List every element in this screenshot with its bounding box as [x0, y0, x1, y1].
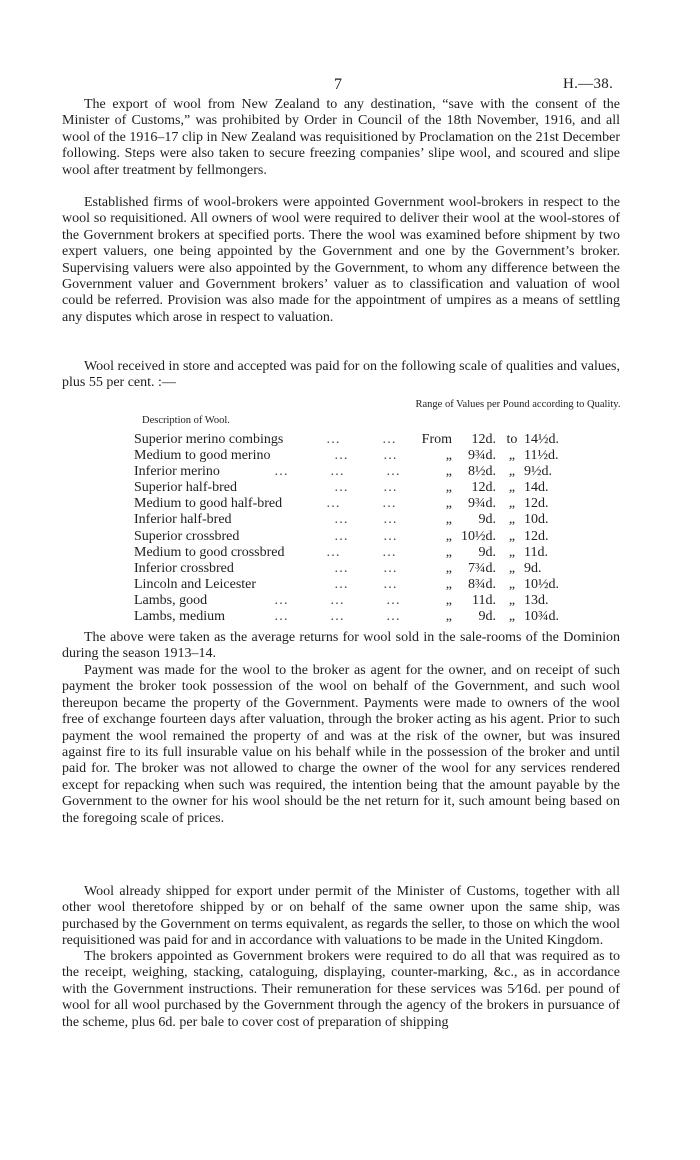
table-row [134, 609, 634, 625]
row-description: Medium to good half-bred [134, 496, 283, 512]
paragraph-wool-brokers: Established firms of wool-brokers were appointed Government wool-brokers in respect to the wool so requisitioned. All owners of wool were required to deliver their wool at the wool-stores of the Government brokers at specified ports. There the wool was examined before shipment by two expert valuers, one being appointed by the Government and one by the Government’s broker. Supervising valuers were also appointed by the Government, to whom any difference between the Government valuer and Government brokers’ valuer as to classification and valuation of wool could be referred. Provision was also made for the appointment of umpires as a means of settling any disputes which arose in respect to valuation. [62, 195, 620, 325]
row-description: Lambs, good [134, 592, 208, 608]
row-high-value: 11d. [524, 544, 548, 560]
row-low-value: 9d. [478, 609, 496, 625]
table-row [134, 496, 634, 512]
table-rows [134, 432, 634, 625]
row-low-value: 7¾d. [468, 560, 496, 576]
row-prefix: „ [445, 544, 452, 560]
table-row [134, 545, 634, 561]
document-reference: H.—38. [563, 76, 614, 92]
row-prefix: „ [445, 560, 452, 576]
row-separator: „ [508, 592, 516, 608]
dot-leaders: … … [326, 432, 396, 447]
row-low-value: 11d. [472, 592, 496, 608]
table-row [134, 561, 634, 577]
row-prefix: „ [445, 464, 452, 480]
table-header-range: Range of Values per Pound according to Quality. [415, 399, 621, 410]
dot-leaders: … … [326, 544, 396, 560]
row-high-value: 10½d. [524, 576, 559, 592]
row-description: Superior crossbred [134, 528, 240, 544]
dot-leaders: … … [334, 448, 397, 464]
table-row [134, 464, 634, 480]
table-row [134, 448, 634, 464]
dot-leaders: … … [334, 512, 397, 528]
row-prefix: From [421, 432, 452, 447]
row-high-value: 14½d. [524, 432, 559, 447]
row-high-value: 12d. [524, 496, 549, 512]
paragraph-broker-remuneration: The brokers appointed as Government brokers were required to do all that was required as to the receipt, weighing, stacking, cataloguing, displaying, counter-marking, &c., as in accordance with the Government instructions. Their remuneration for these services was 5⁄16d. per pound of wool for all wool purchased by the Government through the agency of the brokers in pursuance of the scheme, plus 6d. per bale to cover cost of preparation of shipping [62, 949, 620, 1030]
dot-leaders: … … … [274, 609, 400, 625]
row-description: Lambs, medium [134, 609, 225, 625]
row-description: Medium to good merino [134, 448, 271, 464]
row-low-value: 12d. [471, 432, 496, 447]
row-separator: „ [508, 609, 516, 625]
row-high-value: 14d. [524, 480, 549, 496]
row-separator: „ [508, 528, 516, 544]
row-high-value: 13d. [524, 592, 549, 608]
row-low-value: 12d. [471, 480, 496, 496]
row-separator: „ [508, 448, 516, 464]
row-high-value: 12d. [524, 528, 549, 544]
row-prefix: „ [445, 592, 452, 608]
paragraph-export-prohibition: The export of wool from New Zealand to any destination, “save with the consent of the Minister of Customs,” was prohibited by Order in Council of the 18th November, 1916, and all wool of the 1916–17 clip in New Zealand was requisitioned by Proclamation on the 21st December following. Steps were also taken to secure freezing companies’ slipe wool, and scoured and slipe wool after treatment by fellmongers. [62, 97, 620, 178]
row-separator: to [506, 432, 518, 447]
row-prefix: „ [445, 496, 452, 512]
row-description: Superior merino combings [134, 432, 284, 447]
row-prefix: „ [445, 576, 452, 592]
table-header-description: Description of Wool. [142, 415, 230, 426]
dot-leaders: … … … [274, 464, 400, 480]
table-row [134, 529, 634, 545]
row-separator: „ [508, 464, 516, 480]
row-separator: „ [508, 512, 516, 528]
paragraph-payment: Payment was made for the wool to the broker as agent for the owner, and on receipt of such payment the broker took possession of the wool on behalf of the Government, and such wool thereupon became the property of the Government. Payments were made to owners of the wool free of exchange fourteen days after valuation, through the broker acting as his agent. Prior to such payment the wool remained the property of and was at the risk of the owner, but was insured against fire to its full insurable value on his behalf while in the possession of the broker and until paid for. The broker was not allowed to charge the owner of the wool for any services rendered except for repacking when such was required, the intention being that the amount payable by the Government to the owner for his wool should be the net return for it, such amount being based on the foregoing scale of prices. [62, 663, 620, 826]
row-prefix: „ [445, 512, 452, 528]
row-separator: „ [508, 496, 516, 512]
row-separator: „ [508, 544, 516, 560]
row-separator: „ [508, 480, 516, 496]
table-row [134, 480, 634, 496]
paragraph-average-returns: The above were taken as the average returns for wool sold in the sale-rooms of the Dominion during the season 1913–14. [62, 630, 620, 662]
row-low-value: 8½d. [468, 464, 496, 480]
row-prefix: „ [445, 609, 452, 625]
row-description: Lincoln and Leicester [134, 576, 257, 592]
table-row [134, 577, 634, 593]
dot-leaders: … … [334, 576, 397, 592]
row-description: Medium to good crossbred [134, 544, 285, 560]
row-low-value: 9¾d. [468, 496, 496, 512]
dot-leaders: … … … [274, 592, 400, 608]
row-description: Inferior merino [134, 464, 220, 480]
row-description: Superior half-bred [134, 480, 238, 496]
row-separator: „ [508, 560, 516, 576]
row-prefix: „ [445, 528, 452, 544]
row-description: Inferior crossbred [134, 560, 234, 576]
table-row [134, 512, 634, 528]
row-low-value: 8¾d. [468, 576, 496, 592]
row-high-value: 10d. [524, 512, 549, 528]
row-low-value: 9¾d. [468, 448, 496, 464]
row-description: Inferior half-bred [134, 512, 232, 528]
row-low-value: 9d. [478, 512, 496, 528]
row-high-value: 10¾d. [524, 609, 559, 625]
row-low-value: 10½d. [461, 528, 496, 544]
row-low-value: 9d. [478, 544, 496, 560]
table-row [134, 432, 634, 448]
row-high-value: 9½d. [524, 464, 552, 480]
table-row [134, 593, 634, 609]
paragraph-shipped-wool: Wool already shipped for export under permit of the Minister of Customs, together with all other wool theretofore shipped by or on behalf of the same owner upon the same ship, was purchased by the Government on terms equivalent, as regards the seller, to those on which the wool requisitioned was paid for and in accordance with valuations to be made in the United Kingdom. [62, 884, 620, 949]
row-prefix: „ [445, 480, 452, 496]
row-separator: „ [508, 576, 516, 592]
dot-leaders: … … [334, 560, 397, 576]
paragraph-scale-intro: Wool received in store and accepted was paid for on the following scale of qualities and values, plus 55 per cent. :— [62, 359, 620, 391]
dot-leaders: … … [334, 480, 397, 496]
row-high-value: 9d. [524, 560, 542, 576]
dot-leaders: … … [334, 528, 397, 544]
row-prefix: „ [445, 448, 452, 464]
page-number: 7 [334, 76, 342, 93]
row-high-value: 11½d. [524, 448, 559, 464]
dot-leaders: … … [326, 496, 396, 512]
